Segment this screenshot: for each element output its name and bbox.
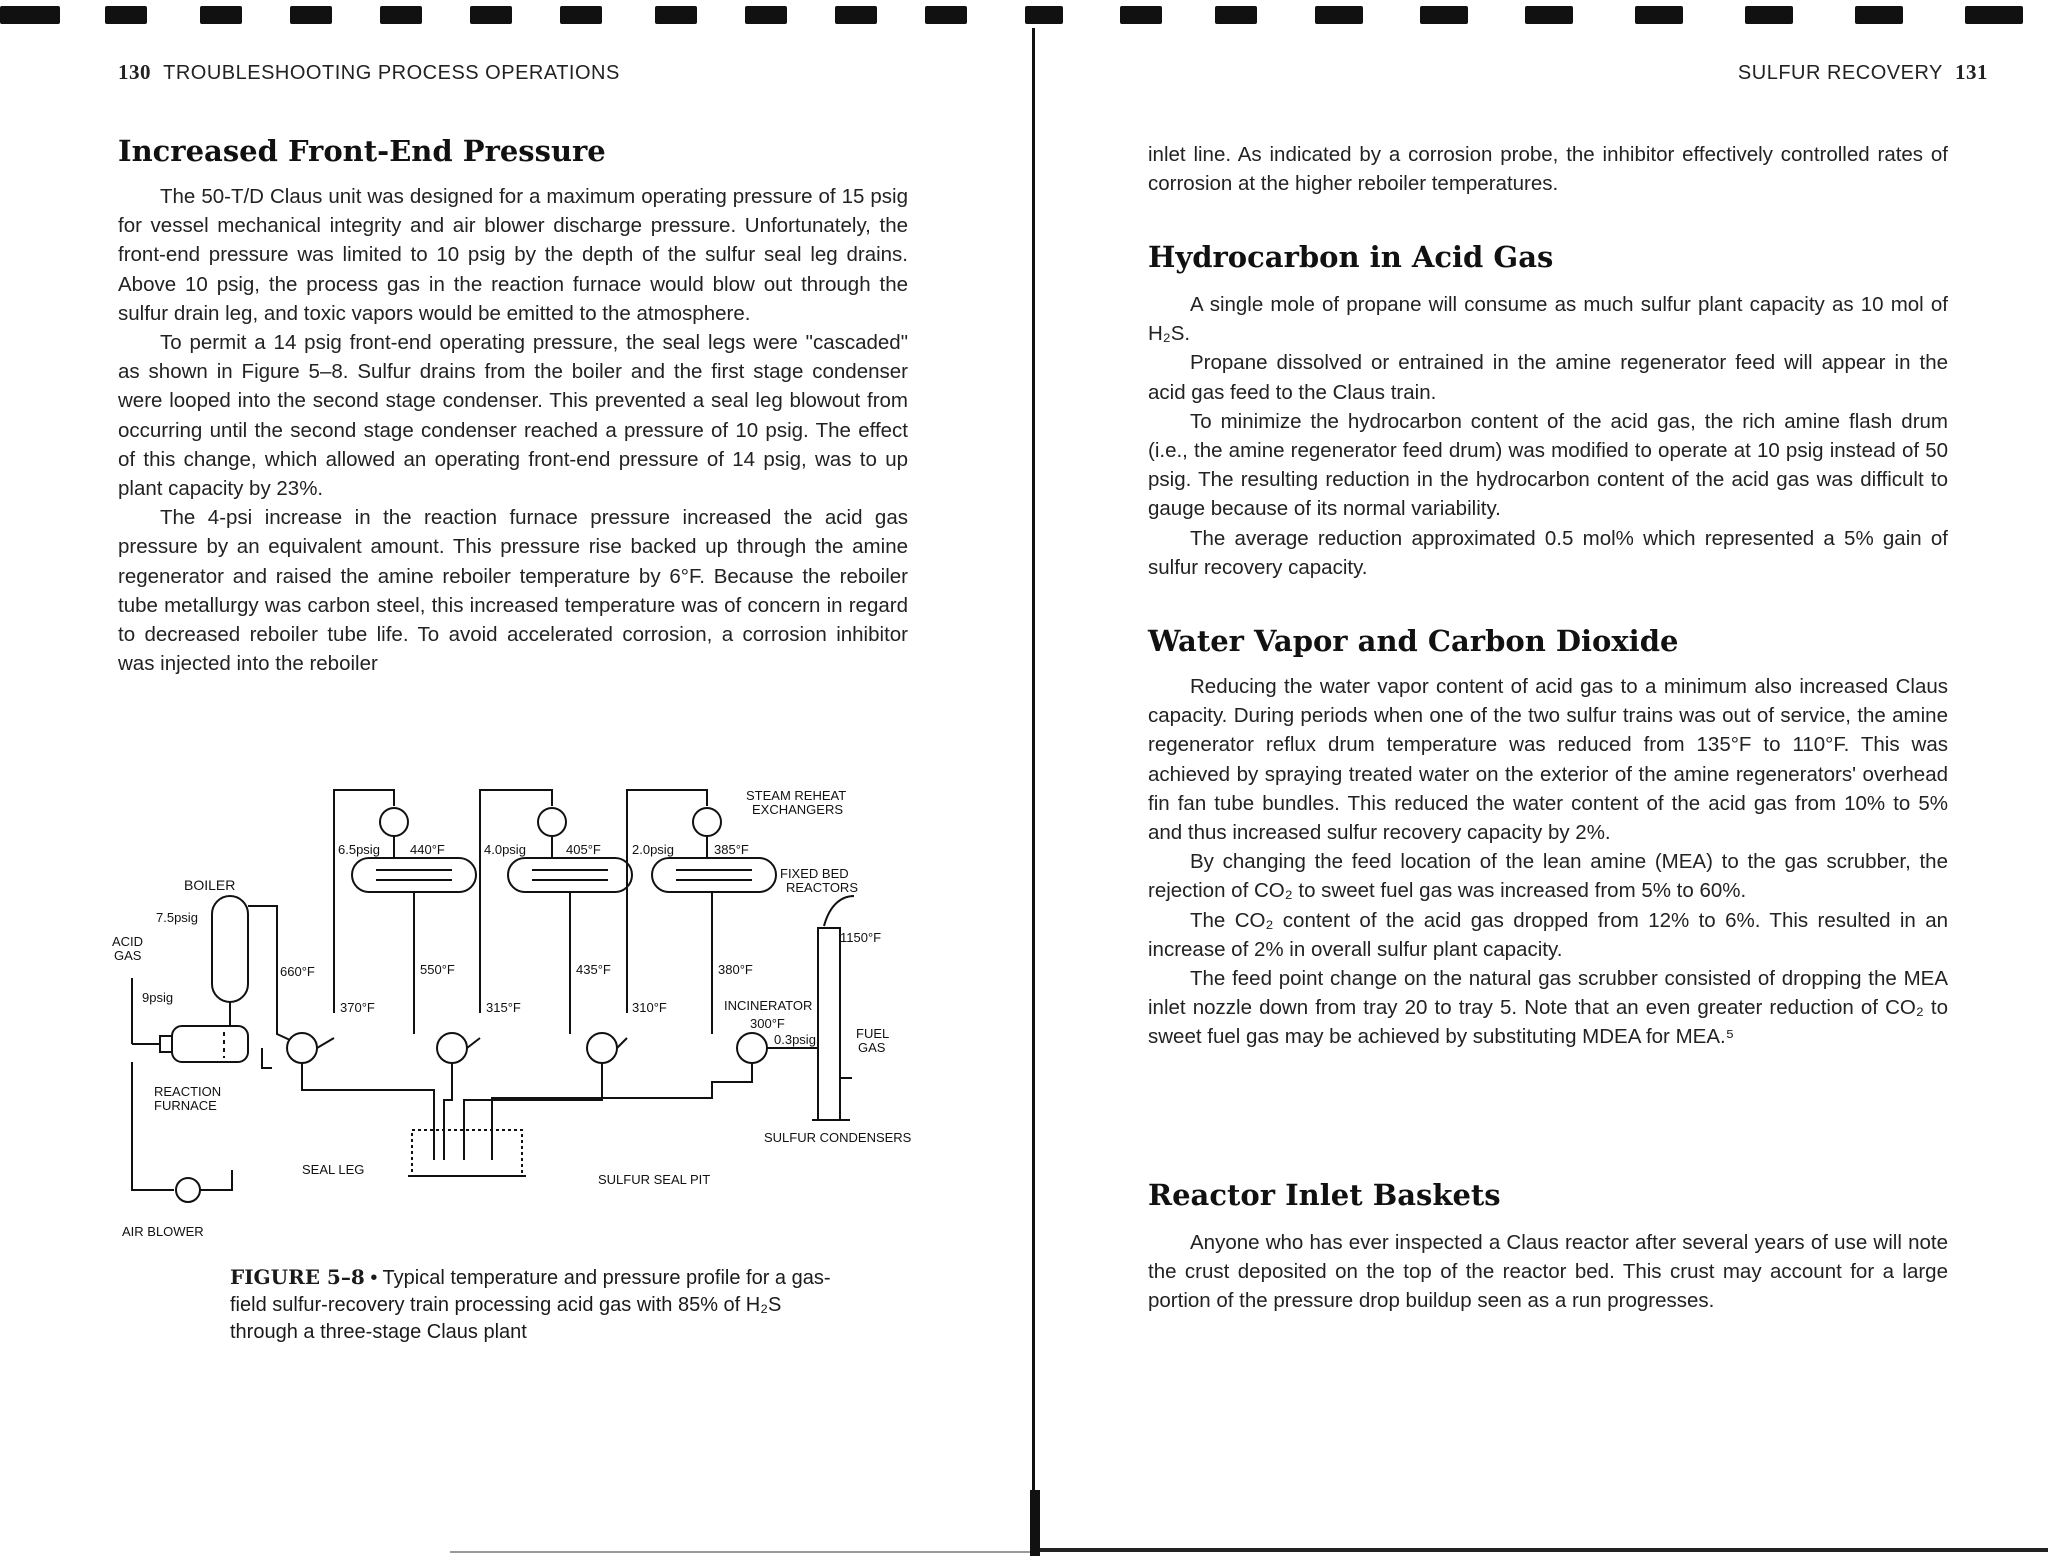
right-running-head	[1738, 60, 1988, 85]
reading-stack-temp: 1150°F	[840, 930, 882, 945]
reading-temp-2: 405°F	[566, 842, 601, 857]
label-acid: ACID	[112, 934, 144, 949]
paragraph: Reducing the water vapor content of acid gas to a minimum also increased Claus capacity. During periods when one of the two sulfur trains was out of service, the amine regenerator reflux drum temperature was reduced from 135°F to 110°F. This was achieved by spraying treated water on the exterior of the amine regenerators' overhead fin fan tube bundles. This reduced the water content of the acid gas from 10% to 5% and thus increased sulfur recovery capacity by 2%.	[1148, 675, 1948, 845]
section-title: Increased Front-End Pressure	[118, 134, 606, 168]
paragraph: Anyone who has ever inspected a Claus reactor after several years of use will note the crust deposited on the top of the reactor bed. This crust may account for a large portion of the pressure drop buildup seen as a run progresses.	[1148, 1231, 1948, 1313]
reading-condenser-2-temp: 315°F	[486, 1000, 521, 1015]
section-title: Hydrocarbon in Acid Gas	[1148, 240, 1554, 274]
right-page	[1040, 0, 2048, 1556]
label-steam-reheat: STEAM REHEAT	[746, 788, 847, 803]
label-air-blower: AIR BLOWER	[122, 1224, 204, 1239]
paragraph: A single mole of propane will consume as much sulfur plant capacity as 10 mol of H₂S.	[1148, 293, 1948, 346]
paragraph: The average reduction approximated 0.5 mol% which represented a 5% gain of sulfur recovery capacity.	[1148, 526, 1948, 579]
label-seal-leg: SEAL LEG	[302, 1162, 365, 1177]
section-title: Reactor Inlet Baskets	[1148, 1178, 1501, 1212]
reading-boiler-outlet-temp: 660°F	[280, 964, 315, 979]
label-sulfur-condensers: SULFUR CONDENSERS	[764, 1130, 912, 1145]
reading-temp-1: 440°F	[410, 842, 445, 857]
reading-pressure-1: 6.5psig	[338, 842, 380, 857]
book-spine-shadow	[1030, 1490, 1040, 1556]
reading-incinerator-temp: 300°F	[750, 1016, 785, 1031]
paragraph: inlet line. As indicated by a corrosion probe, the inhibitor effectively controlled rates of corrosion at the higher reboiler temperatures.	[1148, 143, 1948, 196]
reading-condenser-3-temp: 310°F	[632, 1000, 667, 1015]
continued-text	[1148, 140, 1948, 198]
figure-caption	[230, 1264, 850, 1346]
label-reactors: REACTORS	[786, 880, 858, 895]
reading-condenser-1-temp: 370°F	[340, 1000, 375, 1015]
left-running-head	[118, 60, 620, 85]
page-number: 131	[1955, 60, 1988, 84]
figure-caption-text: • Typical temperature and pressure profile for a gas-field sulfur-recovery train processing acid gas with 85% of H₂S through a three-stage Claus plant	[230, 1267, 831, 1343]
paragraph: To permit a 14 psig front-end operating pressure, the seal legs were "cascaded" as shown in Figure 5–8. Sulfur drains from the boiler and the first stage condenser were looped into the second stage condenser. This prevented a seal leg blowout from occurring until the second stage condenser reached a pressure of 10 psig. The effect of this change, which allowed an operating front-end pressure of 14 psig, was to up plant capacity by 23%.	[118, 331, 908, 501]
section-title: Water Vapor and Carbon Dioxide	[1148, 624, 1679, 658]
paragraph: The 4-psi increase in the reaction furnace pressure increased the acid gas pressure by an equivalent amount. This pressure rise backed up through the amine regenerator and raised the amine reboiler temperature by 6°F. Because the reboiler tube metallurgy was carbon steel, this increased temperature was of concern in regard to decreased reboiler tube life. To avoid accelerated corrosion, a corrosion inhibitor was injected into the reboiler	[118, 506, 908, 676]
section-body	[1148, 672, 1948, 1052]
section-body	[1148, 290, 1948, 582]
reading-pressure-3: 2.0psig	[632, 842, 674, 857]
reading-pressure-2: 4.0psig	[484, 842, 526, 857]
reading-temp-3: 385°F	[714, 842, 749, 857]
label-fuel: FUEL	[856, 1026, 890, 1041]
label-gas: GAS	[114, 948, 142, 963]
book-spine	[1032, 28, 1035, 1556]
section-body	[118, 182, 908, 678]
label-boiler: BOILER	[184, 877, 236, 893]
label-sulfur-seal-pit: SULFUR SEAL PIT	[598, 1172, 711, 1187]
section-body	[1148, 1228, 1948, 1316]
paragraph: By changing the feed location of the lean amine (MEA) to the gas scrubber, the rejection of CO₂ to sweet fuel gas was increased from 5% to 60%.	[1148, 850, 1948, 903]
paragraph: The 50-T/D Claus unit was designed for a maximum operating pressure of 15 psig for vessel mechanical integrity and air blower discharge pressure. Unfortunately, the front-end pressure was limited to 10 psig by the depth of the sulfur seal leg drains. Above 10 psig, the process gas in the reaction furnace would blow out through the sulfur drain leg, and toxic vapors would be emitted to the atmosphere.	[118, 185, 908, 325]
paragraph: The CO₂ content of the acid gas dropped from 12% to 6%. This resulted in an increase of 2% in overall sulfur plant capacity.	[1148, 908, 1948, 961]
running-head-title: SULFUR RECOVERY	[1737, 62, 1943, 84]
label-incinerator: INCINERATOR	[724, 998, 813, 1013]
page-number: 130	[118, 60, 151, 84]
figure-label: FIGURE 5–8	[230, 1265, 365, 1289]
paragraph: The feed point change on the natural gas scrubber consisted of dropping the MEA inlet nozzle down from tray 20 to tray 5. Note that an even greater reduction of CO₂ to sweet fuel gas may be achieved by substituting MDEA for MEA.⁵	[1148, 967, 1948, 1049]
label-reaction: REACTION	[154, 1084, 222, 1099]
process-flow-diagram	[112, 778, 942, 1248]
paragraph: To minimize the hydrocarbon content of the acid gas, the rich amine flash drum (i.e., the amine regenerator feed drum) was modified to operate at 10 psig instead of 50 psig. The resulting reduction in the hydrocarbon content of the acid gas was difficult to gauge because of its normal variability.	[1148, 409, 1948, 521]
label-fuel-gas: GAS	[858, 1040, 886, 1055]
reading-incinerator-pressure: 0.3psig	[774, 1032, 816, 1047]
running-head-title: TROUBLESHOOTING PROCESS OPERATIONS	[163, 62, 620, 84]
reading-furnace-pressure: 9psig	[142, 990, 174, 1005]
claus-plant-schematic	[112, 778, 942, 1248]
reading-reactor-1-temp: 550°F	[420, 962, 455, 977]
label-fixed-bed: FIXED BED	[780, 866, 849, 881]
reading-boiler-pressure: 7.5psig	[156, 910, 198, 925]
reading-reactor-2-temp: 435°F	[576, 962, 611, 977]
label-exchangers: EXCHANGERS	[752, 802, 844, 817]
label-furnace: FURNACE	[154, 1098, 217, 1113]
paragraph: Propane dissolved or entrained in the amine regenerator feed will appear in the acid gas feed to the Claus train.	[1148, 351, 1948, 404]
reading-reactor-3-temp: 380°F	[718, 962, 753, 977]
